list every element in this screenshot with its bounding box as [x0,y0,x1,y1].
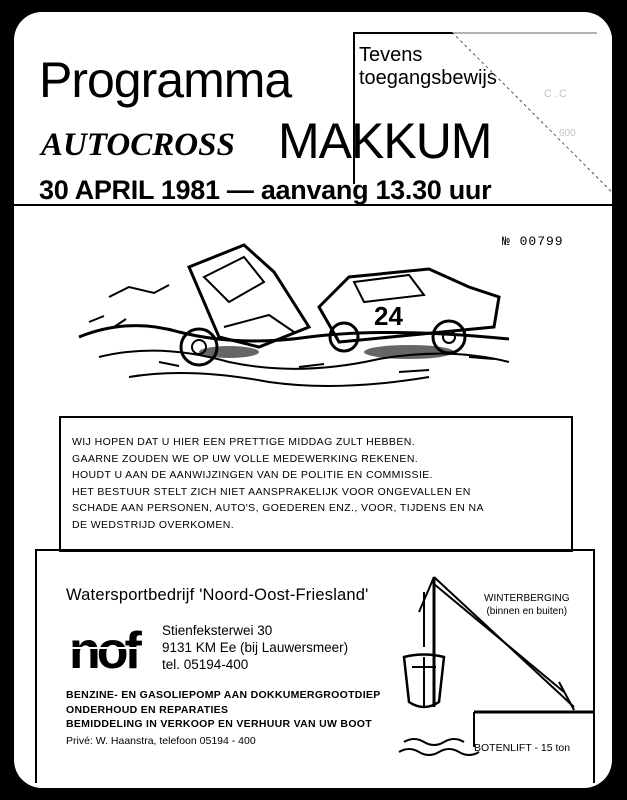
notice-text [72,434,562,533]
ticket-label-line1: Tevens [359,44,423,66]
event-name: AUTOCROSS [41,127,235,163]
ad-address [162,622,348,673]
notice-line: WIJ HOPEN DAT U HIER EEN PRETTIGE MIDDAG ZULT HEBBEN. [72,436,416,448]
program-page [14,12,612,788]
ad-winter-storage [484,592,570,618]
ticket-label-line2: toegangsbewijs [359,67,497,89]
service-line: BEMIDDELING IN VERKOOP EN VERHUUR VAN UW BOOT [66,718,372,730]
notice-line: HOUDT U AAN DE AANWIJZINGEN VAN DE POLITIE EN COMMISSIE. [72,469,433,481]
event-date-line: 30 APRIL 1981 — aanvang 13.30 uur [39,175,492,205]
ad-services [66,688,381,732]
notice-line: SCHADE AAN PERSONEN, AUTO'S, GOEDEREN ENZ., VOOR, TIJDENS EN NA [72,502,484,514]
address-line: 9131 KM Ee (bij Lauwersmeer) [162,640,349,655]
autocross-illustration [69,227,519,397]
nof-logo-text: nof [69,622,138,680]
winter-subtitle: (binnen en buiten) [486,606,568,617]
page-title: Programma [39,52,292,108]
notice-line: HET BESTUUR STELT ZICH NIET AANSPRAKELIJK VOOR ONGEVALLEN EN [72,485,471,498]
address-line: tel. 05194-400 [162,657,249,672]
notice-line: DE WEDSTRIJD OVERKOMEN. [72,518,235,531]
service-line: BENZINE- EN GASOLIEPOMP AAN DOKKUMERGROOTDIEP [66,689,381,701]
ad-private-contact: Privé: W. Haanstra, telefoon 05194 - 400 [66,735,256,747]
winter-title: WINTERBERGING [484,593,570,604]
event-location: MAKKUM [278,113,492,169]
service-line: ONDERHOUD EN REPARATIES [66,703,229,716]
serial-number: № 00799 [502,234,564,249]
header-divider [14,204,612,206]
car-number: 24 [374,301,403,331]
ad-boat-lift: BOTENLIFT - 15 ton [474,742,571,754]
notice-line: GAARNE ZOUDEN WE OP UW VOLLE MEDEWERKING REKENEN. [72,452,419,465]
address-line: Stienfeksterwei 30 [162,623,273,638]
nof-logo [69,620,161,680]
ad-company-name: Watersportbedrijf 'Noord-Oost-Friesland' [66,586,369,604]
